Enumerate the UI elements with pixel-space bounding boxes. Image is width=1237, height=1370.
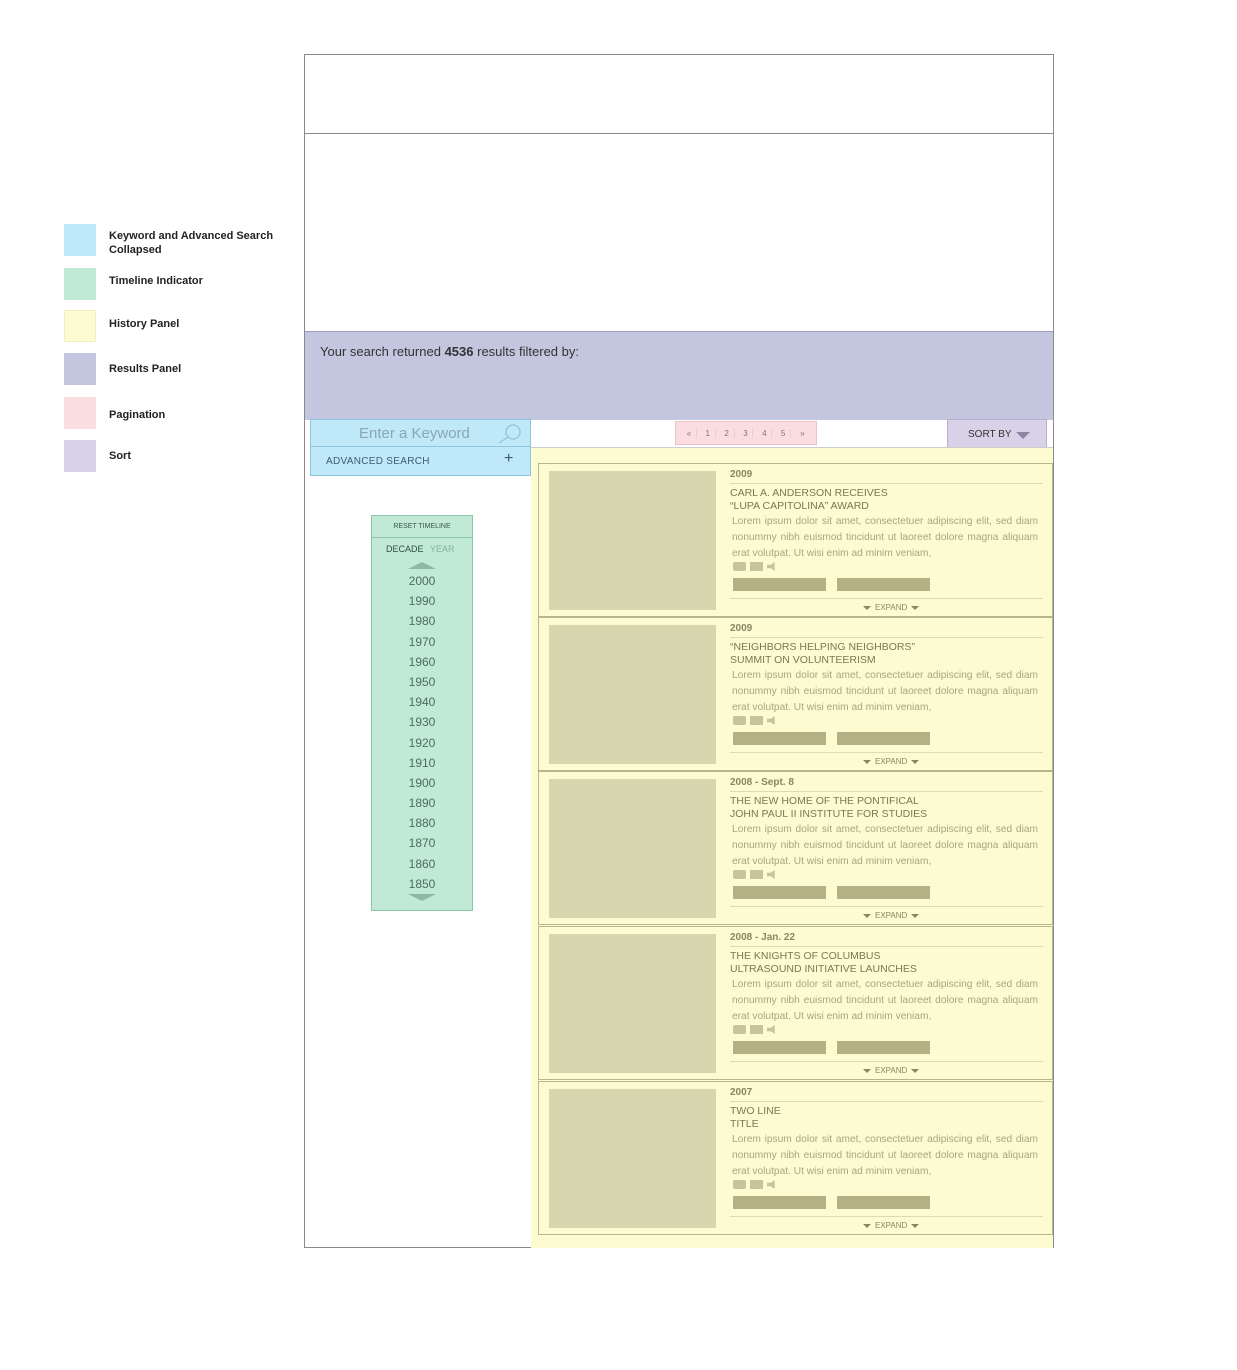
- card-action-button[interactable]: [837, 1041, 930, 1054]
- search-icon[interactable]: [497, 424, 523, 444]
- divider: [730, 1216, 1043, 1217]
- card-body: Lorem ipsum dolor sit amet, consectetuer adipiscing elit, sed diam nonummy nibh euismod tincidunt ut laoreet dolore magna aliquam erat volutpat. Ut wisi enim ad minim veniam,: [732, 1134, 1038, 1177]
- divider: [730, 1101, 1043, 1102]
- page-button-2[interactable]: 2: [720, 429, 735, 438]
- legend-swatch: [64, 224, 96, 256]
- timeline-decade-list: [372, 571, 472, 894]
- divider: [730, 791, 1043, 792]
- sort-dropdown[interactable]: [947, 419, 1047, 448]
- card-action-button[interactable]: [837, 578, 930, 591]
- divider: [730, 483, 1043, 484]
- card-action-button[interactable]: [733, 578, 826, 591]
- chevron-down-icon: [911, 1224, 919, 1228]
- legend-label: Sort: [109, 450, 131, 462]
- advanced-search-toggle[interactable]: [310, 447, 531, 476]
- page-next-button[interactable]: »: [800, 428, 805, 438]
- card-date: 2008 - Sept. 8: [730, 777, 794, 788]
- chevron-down-icon: [911, 1069, 919, 1073]
- video-icon: [750, 716, 763, 725]
- media-icons: [733, 716, 778, 725]
- card-title-line: THE NEW HOME OF THE PONTIFICAL: [730, 795, 919, 807]
- media-icons: [733, 870, 778, 879]
- result-card: [538, 617, 1053, 771]
- legend-label-line: Collapsed: [109, 244, 162, 256]
- page-button-1[interactable]: 1: [701, 429, 716, 438]
- search-placeholder: Enter a Keyword: [359, 425, 470, 442]
- legend-swatch: [64, 397, 96, 429]
- expand-label: EXPAND: [875, 1221, 908, 1230]
- timeline-decade[interactable]: 1850: [408, 876, 436, 891]
- legend-item-pagination: [64, 397, 165, 429]
- keyword-search-input[interactable]: [310, 419, 531, 447]
- expand-label: EXPAND: [875, 1066, 908, 1075]
- timeline-decade[interactable]: 1920: [408, 735, 436, 750]
- camera-icon: [733, 870, 746, 879]
- expand-button[interactable]: [859, 1221, 923, 1230]
- card-title-line: SUMMIT ON VOLUNTEERISM: [730, 654, 876, 666]
- timeline-decade[interactable]: 1990: [408, 594, 436, 609]
- timeline-decade[interactable]: 1890: [408, 796, 436, 811]
- legend-swatch: [64, 440, 96, 472]
- chevron-down-icon[interactable]: [408, 894, 436, 901]
- card-title-line: JOHN PAUL II INSTITUTE FOR STUDIES: [730, 808, 928, 820]
- timeline-indicator: [371, 515, 473, 911]
- card-body: Lorem ipsum dolor sit amet, consectetuer adipiscing elit, sed diam nonummy nibh euismod tincidunt ut laoreet dolore magna aliquam erat volutpat. Ut wisi enim ad minim veniam,: [732, 516, 1038, 559]
- result-card: [538, 1081, 1053, 1235]
- card-body: Lorem ipsum dolor sit amet, consectetuer adipiscing elit, sed diam nonummy nibh euismod tincidunt ut laoreet dolore magna aliquam erat volutpat. Ut wisi enim ad minim veniam,: [732, 824, 1038, 867]
- results-summary: [320, 344, 579, 359]
- card-title-line: THE KNIGHTS OF COLUMBUS: [730, 950, 881, 962]
- chevron-down-icon: [863, 606, 871, 610]
- video-icon: [750, 1180, 763, 1189]
- card-date: 2009: [730, 469, 753, 480]
- timeline-decade[interactable]: 1880: [408, 816, 436, 831]
- expand-label: EXPAND: [875, 757, 908, 766]
- chevron-up-icon[interactable]: [408, 562, 436, 569]
- expand-button[interactable]: [859, 1066, 923, 1075]
- chevron-down-icon: [863, 1069, 871, 1073]
- card-action-button[interactable]: [733, 1041, 826, 1054]
- results-count: 4536: [444, 344, 474, 359]
- sort-label: SORT BY: [968, 429, 1012, 440]
- expand-button[interactable]: [859, 603, 923, 612]
- card-title-line: “NEIGHBORS HELPING NEIGHBORS”: [730, 641, 915, 653]
- thumbnail-image[interactable]: [549, 779, 716, 918]
- legend-item-timeline: [64, 268, 203, 300]
- expand-label: EXPAND: [875, 911, 908, 920]
- result-card: [538, 463, 1053, 617]
- expand-button[interactable]: [859, 911, 923, 920]
- legend-item-history: [64, 310, 179, 342]
- camera-icon: [733, 562, 746, 571]
- card-title[interactable]: [730, 1105, 1043, 1131]
- divider: [730, 906, 1043, 907]
- legend-item-sort: [64, 440, 131, 472]
- chevron-down-icon: [863, 914, 871, 918]
- card-title-line: ULTRASOUND INITIATIVE LAUNCHES: [730, 963, 917, 975]
- card-action-button[interactable]: [733, 1196, 826, 1209]
- legend-item-search: [64, 224, 273, 257]
- thumbnail-image[interactable]: [549, 934, 716, 1073]
- legend-label: [109, 229, 273, 257]
- page-prev-button[interactable]: «: [682, 429, 697, 438]
- timeline-decade[interactable]: 1870: [408, 836, 436, 851]
- audio-icon: [767, 1025, 778, 1034]
- legend-label: Pagination: [109, 409, 166, 421]
- chevron-down-icon: [911, 606, 919, 610]
- card-date: 2007: [730, 1087, 753, 1098]
- video-icon: [750, 562, 763, 571]
- tab-decade[interactable]: DECADE: [386, 544, 424, 554]
- thumbnail-image[interactable]: [549, 471, 716, 610]
- card-action-button[interactable]: [837, 732, 930, 745]
- card-title-line: CARL A. ANDERSON RECEIVES: [730, 487, 888, 499]
- divider: [730, 637, 1043, 638]
- timeline-decade[interactable]: 1960: [408, 654, 436, 669]
- timeline-tabs: [386, 544, 455, 554]
- chevron-down-icon: [1016, 432, 1030, 439]
- pagination: [675, 421, 817, 445]
- timeline-decade[interactable]: 1970: [408, 634, 436, 649]
- legend-label: Timeline Indicator: [109, 275, 203, 287]
- timeline-decade[interactable]: 2000: [408, 574, 436, 588]
- legend-item-results: [64, 353, 181, 385]
- camera-icon: [733, 716, 746, 725]
- legend-swatch: [64, 310, 96, 342]
- card-date: 2009: [730, 623, 753, 634]
- card-action-button[interactable]: [733, 732, 826, 745]
- timeline-decade[interactable]: 1910: [408, 755, 436, 770]
- page-button-3[interactable]: 3: [738, 429, 753, 438]
- results-suffix: results filtered by:: [477, 344, 579, 359]
- timeline-decade[interactable]: 1930: [408, 715, 436, 730]
- header-placeholder: [305, 55, 1053, 134]
- media-icons: [733, 1025, 778, 1034]
- audio-icon: [767, 562, 778, 571]
- timeline-decade[interactable]: 1860: [408, 856, 436, 871]
- legend-swatch: [64, 268, 96, 300]
- card-title-line: TWO LINE: [730, 1105, 781, 1117]
- divider: [730, 946, 1043, 947]
- legend-swatch: [64, 353, 96, 385]
- chevron-down-icon: [911, 914, 919, 918]
- audio-icon: [767, 870, 778, 879]
- results-panel: [305, 331, 1053, 420]
- plus-icon[interactable]: +: [504, 450, 514, 467]
- card-body: Lorem ipsum dolor sit amet, consectetuer adipiscing elit, sed diam nonummy nibh euismod tincidunt ut laoreet dolore magna aliquam erat volutpat. Ut wisi enim ad minim veniam,: [732, 670, 1038, 713]
- page-frame: [304, 54, 1054, 1248]
- audio-icon: [767, 1180, 778, 1189]
- timeline-decade[interactable]: 1980: [408, 614, 436, 629]
- advanced-search-label: ADVANCED SEARCH: [326, 456, 430, 467]
- media-icons: [733, 562, 778, 571]
- timeline-decade[interactable]: 1950: [408, 674, 436, 689]
- divider: [730, 752, 1043, 753]
- card-action-button[interactable]: [837, 1196, 930, 1209]
- page-button-5[interactable]: 5: [776, 429, 791, 438]
- card-title-line: “LUPA CAPITOLINA” AWARD: [730, 500, 869, 512]
- page-button-4[interactable]: 4: [757, 429, 772, 438]
- card-title[interactable]: [730, 487, 1043, 513]
- card-date: 2008 - Jan. 22: [730, 932, 796, 943]
- results-prefix: Your search returned: [320, 344, 441, 359]
- thumbnail-image[interactable]: [549, 625, 716, 764]
- card-title[interactable]: [730, 950, 1043, 976]
- legend-label: Results Panel: [109, 363, 182, 375]
- timeline-decade[interactable]: 1940: [408, 695, 436, 710]
- card-title[interactable]: [730, 641, 1043, 667]
- expand-label: EXPAND: [875, 603, 908, 612]
- camera-icon: [733, 1025, 746, 1034]
- divider: [730, 1061, 1043, 1062]
- video-icon: [750, 1025, 763, 1034]
- card-action-button[interactable]: [733, 886, 826, 899]
- card-body: Lorem ipsum dolor sit amet, consectetuer adipiscing elit, sed diam nonummy nibh euismod tincidunt ut laoreet dolore magna aliquam erat volutpat. Ut wisi enim ad minim veniam,: [732, 979, 1038, 1022]
- chevron-down-icon: [863, 1224, 871, 1228]
- reset-timeline-button[interactable]: RESET TIMELINE: [372, 516, 472, 538]
- result-card: [538, 926, 1053, 1080]
- card-title[interactable]: [730, 795, 1043, 821]
- tab-year[interactable]: YEAR: [430, 544, 455, 554]
- expand-button[interactable]: [859, 757, 923, 766]
- audio-icon: [767, 716, 778, 725]
- chevron-down-icon: [863, 760, 871, 764]
- chevron-down-icon: [911, 760, 919, 764]
- divider: [730, 598, 1043, 599]
- camera-icon: [733, 1180, 746, 1189]
- card-action-button[interactable]: [837, 886, 930, 899]
- media-icons: [733, 1180, 778, 1189]
- legend-label-line: Keyword and Advanced Search: [109, 230, 274, 242]
- timeline-decade[interactable]: 1900: [408, 775, 436, 790]
- video-icon: [750, 870, 763, 879]
- card-title-line: TITLE: [730, 1118, 759, 1130]
- result-card: [538, 771, 1053, 925]
- thumbnail-image[interactable]: [549, 1089, 716, 1228]
- legend-label: History Panel: [109, 318, 180, 330]
